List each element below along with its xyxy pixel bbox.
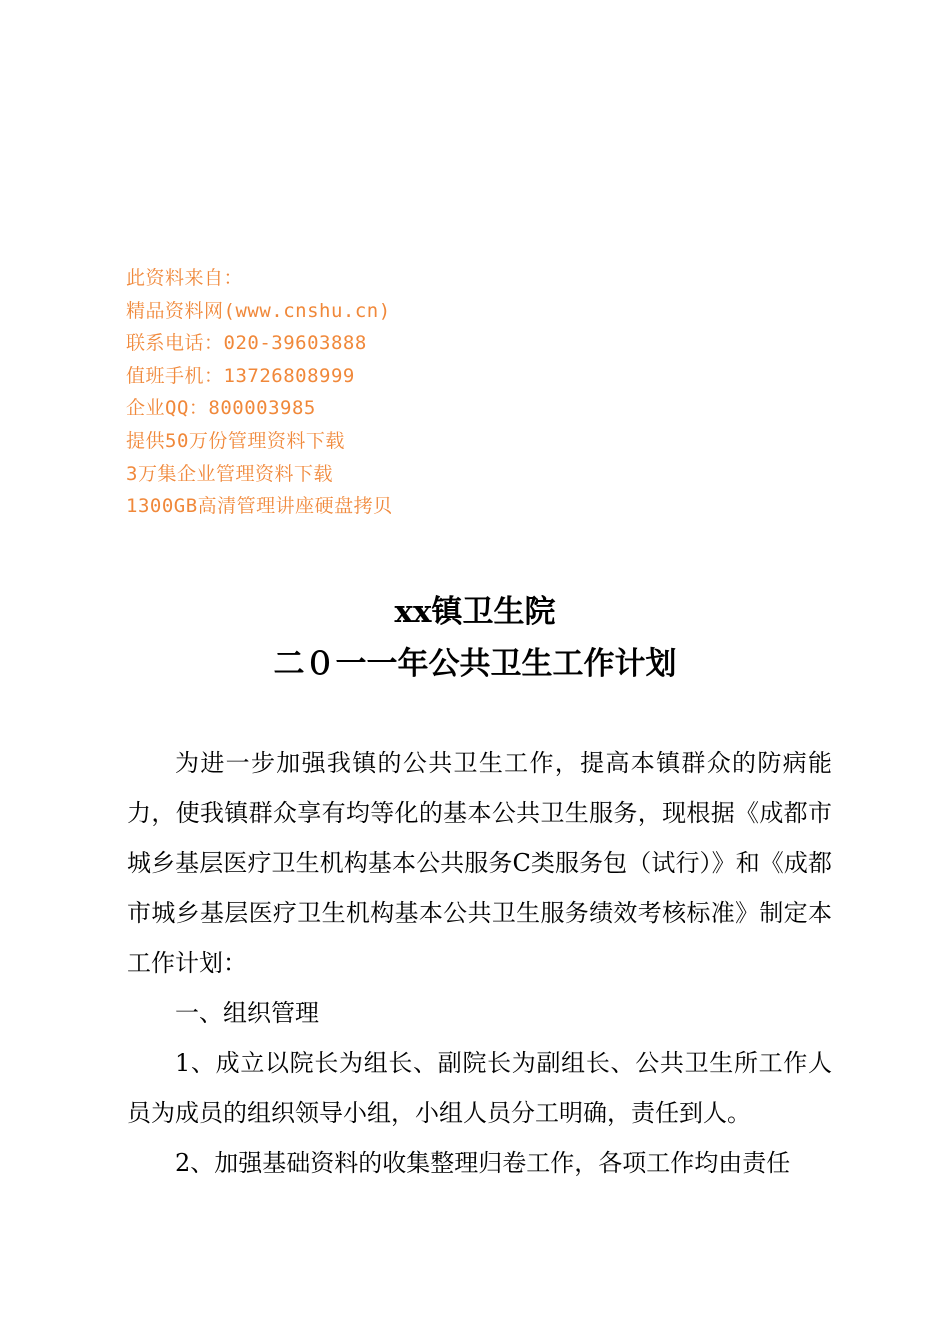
- document-body: [127, 738, 832, 1188]
- title-organization: xx镇卫生院: [394, 594, 556, 630]
- intro-paragraph: 为进一步加强我镇的公共卫生工作，提高本镇群众的防病能力，使我镇群众享有均等化的基本公共卫生服务，现根据《成都市城乡基层医疗卫生机构基本公共服务C类服务包（试行）》和《成都市城乡基层医疗卫生机构基本公共卫生服务绩效考核标准》制定本工作计划：: [127, 749, 832, 977]
- document-title: [0, 586, 950, 690]
- source-qq-line: 企业QQ：800003985: [126, 397, 316, 420]
- title-plan-name: 二０一一年公共卫生工作计划: [273, 646, 677, 682]
- source-notice-header: 此资料来自：: [126, 267, 244, 289]
- item-paragraph-1: 1、成立以院长为组长、副院长为副组长、公共卫生所工作人员为成员的组织领导小组，小组人员分工明确，责任到人。: [127, 1049, 832, 1127]
- source-website-line: 精品资料网(www.cnshu.cn): [126, 299, 391, 322]
- item-paragraph-2: 2、加强基础资料的收集整理归卷工作，各项工作均由责任: [175, 1149, 791, 1177]
- source-mobile-line: 值班手机：13726808999: [126, 364, 355, 387]
- source-offer-line-1: 提供50万份管理资料下载: [126, 429, 345, 452]
- section-heading-organization: 一、组织管理: [175, 999, 319, 1027]
- source-notice: [126, 262, 646, 523]
- source-offer-line-3: 1300GB高清管理讲座硬盘拷贝: [126, 495, 393, 518]
- source-phone-line: 联系电话：020-39603888: [126, 332, 367, 355]
- source-offer-line-2: 3万集企业管理资料下载: [126, 462, 333, 485]
